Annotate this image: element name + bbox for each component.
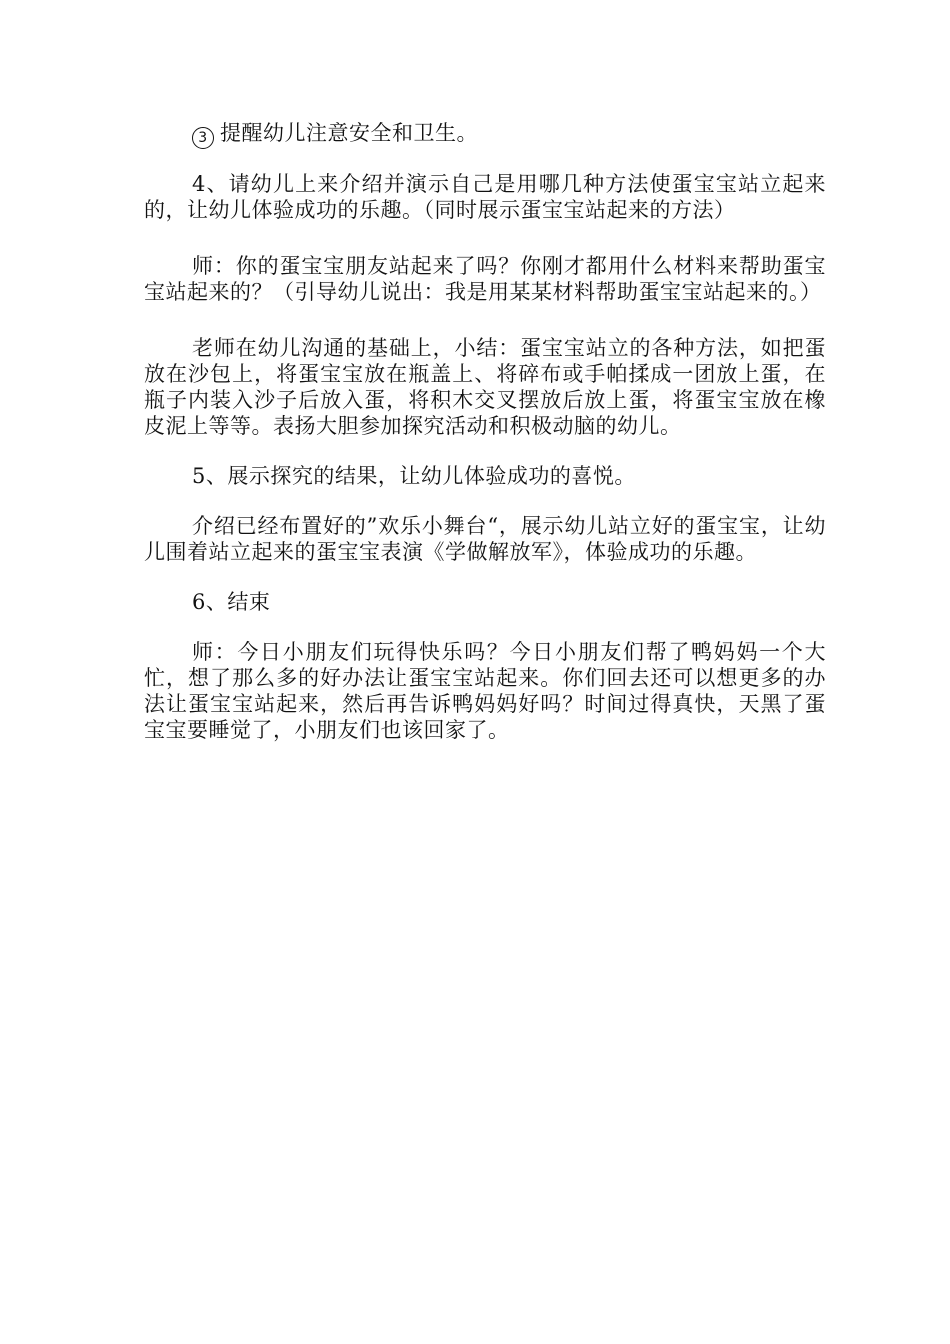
paragraph-stage-show: 介绍已经布置好的”欢乐小舞台“，展示幼儿站立好的蛋宝宝，让幼儿围着站立起来的蛋宝宝表演《学做解放军》，体验成功的乐趣。 [144, 514, 826, 564]
paragraph-text: 提醒幼儿注意安全和卫生。 [220, 121, 478, 145]
paragraph-closing-remarks: 师：今日小朋友们玩得快乐吗？今日小朋友们帮了鸭妈妈一个大忙，想了那么多的好办法让蛋宝宝站起来。你们回去还可以想更多的办法让蛋宝宝站起来，然后再告诉鸭妈妈好吗？时间过得真快，天黑了蛋宝宝要睡觉了，小朋友们也该回家了。 [144, 640, 826, 742]
paragraph-safety-reminder [144, 120, 826, 149]
paragraph-summary: 老师在幼儿沟通的基础上，小结：蛋宝宝站立的各种方法，如把蛋放在沙包上，将蛋宝宝放在瓶盖上、将碎布或手帕揉成一团放上蛋，在瓶子内装入沙子后放入蛋，将积木交叉摆放后放上蛋，将蛋宝宝放在橡皮泥上等等。表扬大胆参加探究活动和积极动脑的幼儿。 [144, 336, 826, 438]
paragraph-step-5: 5、展示探究的结果，让幼儿体验成功的喜悦。 [192, 464, 636, 488]
paragraph-teacher-question: 师：你的蛋宝宝朋友站起来了吗？你刚才都用什么材料来帮助蛋宝宝站起来的？（引导幼儿说出：我是用某某材料帮助蛋宝宝站起来的。） [144, 254, 826, 304]
circled-number-marker: 3 [192, 127, 214, 149]
document-body [144, 120, 826, 769]
paragraph-step-6: 6、结束 [192, 590, 271, 614]
paragraph-step-4: 4、请幼儿上来介绍并演示自己是用哪几种方法使蛋宝宝站立起来的，让幼儿体验成功的乐趣。（同时展示蛋宝宝站起来的方法） [144, 172, 826, 222]
